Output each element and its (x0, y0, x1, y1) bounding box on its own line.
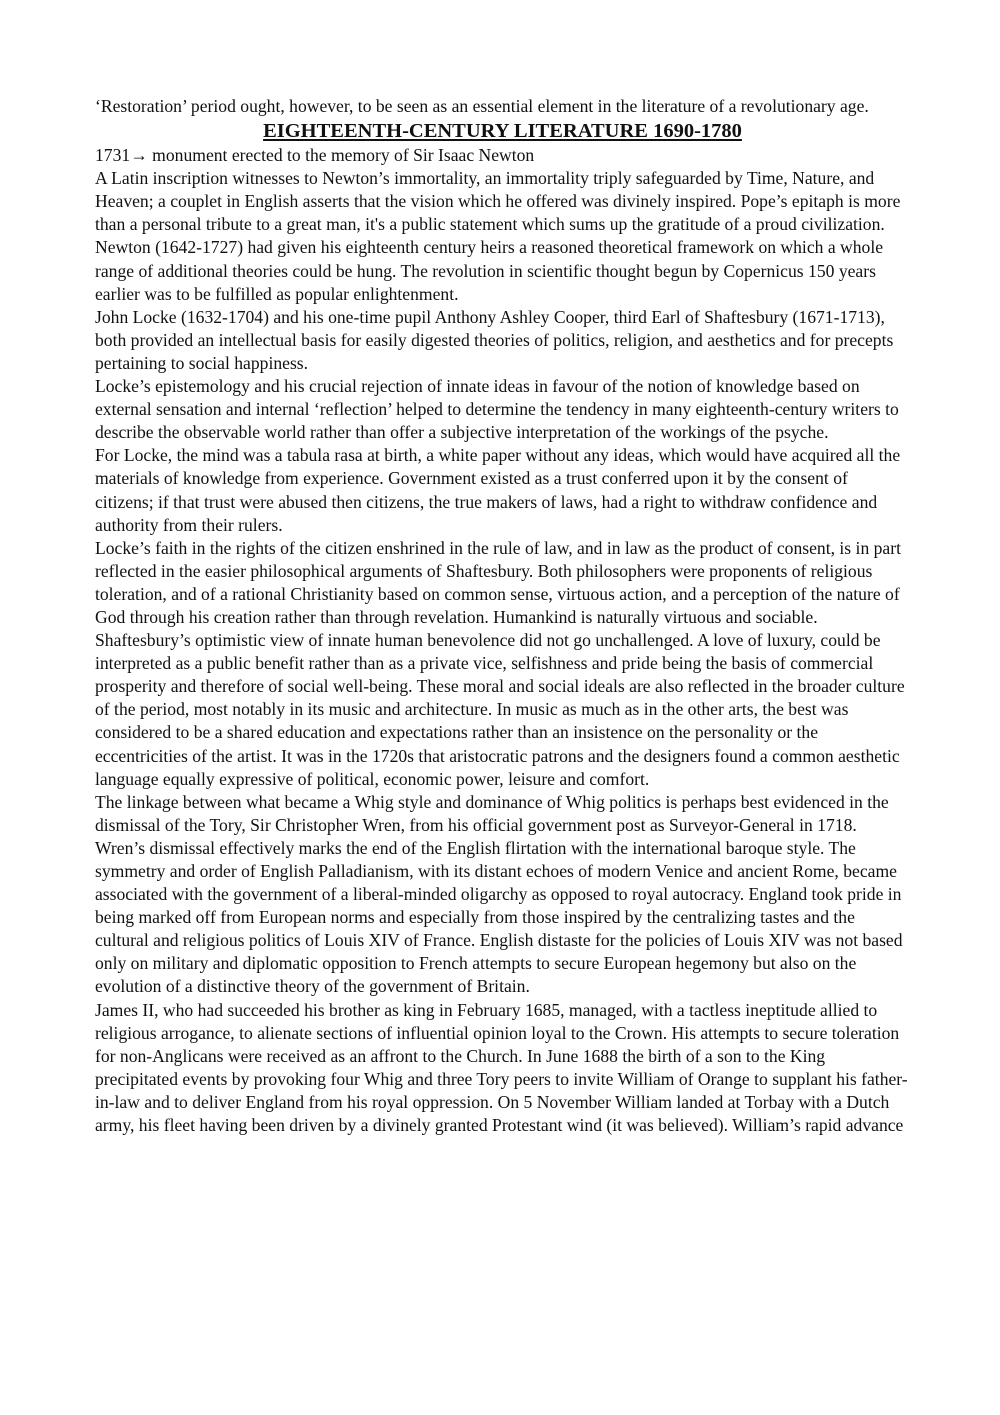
paragraph-newton-monument: 1731→ monument erected to the memory of Sir Isaac Newton (95, 145, 535, 166)
paragraph-rule-of-law: Locke’s faith in the rights of the citizen enshrined in the rule of law, and in law as the product of consent, is in part reflected in the easier philosophical arguments of Shaftesbury. Both philosophers were proponents of religious toleration, and of a rational Christianity based on common sense, virtuous action, and a perception of the nature of God through his creation rather than through revelation. Humankind is naturally virtuous and sociable. Shaftesbury’s optimistic view of innate human benevolence did not go unchallenged. A love of luxury, could be interpreted as a public benefit rather than as a private vice, selfishness and pride being the basis of commercial prosperity and therefore of social well-being. These moral and social ideals are also reflected in the broader culture of the period, most notably in its music and architecture. In music as much as in the other arts, the best was considered to be a shared education and expectations rather than an insistence on the personality or the eccentricities of the artist. It was in the 1720s that aristocratic patrons and the designers found a common aesthetic language equally expressive of political, economic power, leisure and comfort. (95, 537, 905, 789)
section-heading: EIGHTEENTH-CENTURY LITERATURE 1690-1780 (263, 120, 742, 143)
intro-paragraph: ‘Restoration’ period ought, however, to be seen as an essential element in the literature of a revolutionary age. (95, 96, 869, 116)
paragraph-whig-style: The linkage between what became a Whig style and dominance of Whig politics is perhaps best evidenced in the dismissal of the Tory, Sir Christopher Wren, from his official government post as Surveyor-General in 1718. Wren’s dismissal effectively marks the end of the English flirtation with the international baroque style. The symmetry and order of English Palladianism, with its distant echoes of modern Venice and ancient Rome, became associated with the government of a liberal-minded oligarchy as opposed to royal autocracy. England took pride in being marked off from European norms and especially from those inspired by the centralizing tastes and the cultural and religious politics of Louis XIV of France. English distaste for the policies of Louis XIV was not based only on military and diplomatic opposition to French attempts to secure European hegemony but also on the evolution of a distinctive theory of the government of Britain. (95, 791, 903, 997)
document-page (95, 95, 910, 1137)
paragraph-newton-inscription: A Latin inscription witnesses to Newton’s immortality, an immortality triply safeguarded by Time, Nature, and Heaven; a couplet in English asserts that the vision which he offered was divinely inspired. Pope’s epitaph is more than a personal tribute to a great man, it's a public statement which sums up the gratitude of a proud civilization. Newton (1642-1727) had given his eighteenth century heirs a reasoned theoretical framework on which a whole range of additional theories could be hung. The revolution in scientific thought begun by Copernicus 150 years earlier was to be fulfilled as popular enlightenment. (95, 168, 901, 304)
paragraph-locke-epistemology: Locke’s epistemology and his crucial rejection of innate ideas in favour of the notion of knowledge based on external sensation and internal ‘reflection’ helped to determine the tendency in many eighteenth-century writers to describe the observable world rather than offer a subjective interpretation of the workings of the psyche. (95, 376, 899, 443)
paragraph-tabula-rasa: For Locke, the mind was a tabula rasa at birth, a white paper without any ideas, which would have acquired all the materials of knowledge from experience. Government existed as a trust conferred upon it by the consent of citizens; if that trust were abused then citizens, the true makers of laws, had a right to withdraw confidence and authority from their rulers. (95, 445, 901, 535)
paragraph-locke-shaftesbury: John Locke (1632-1704) and his one-time pupil Anthony Ashley Cooper, third Earl of Shaftesbury (1671-1713), both provided an intellectual basis for easily digested theories of politics, religion, and aesthetics and for precepts pertaining to social happiness. (95, 306, 894, 373)
paragraph-james-ii: James II, who had succeeded his brother as king in February 1685, managed, with a tactless ineptitude allied to religious arrogance, to alienate sections of influential opinion loyal to the Crown. His attempts to secure toleration for non-Anglicans were received as an affront to the Church. In June 1688 the birth of a son to the King precipitated events by provoking four Whig and three Tory peers to invite William of Orange to supplant his father-in-law and to deliver England from his royal oppression. On 5 November William landed at Torbay with a Dutch army, his fleet having been driven by a divinely granted Protestant wind (it was believed). William’s rapid advance (95, 999, 908, 1136)
